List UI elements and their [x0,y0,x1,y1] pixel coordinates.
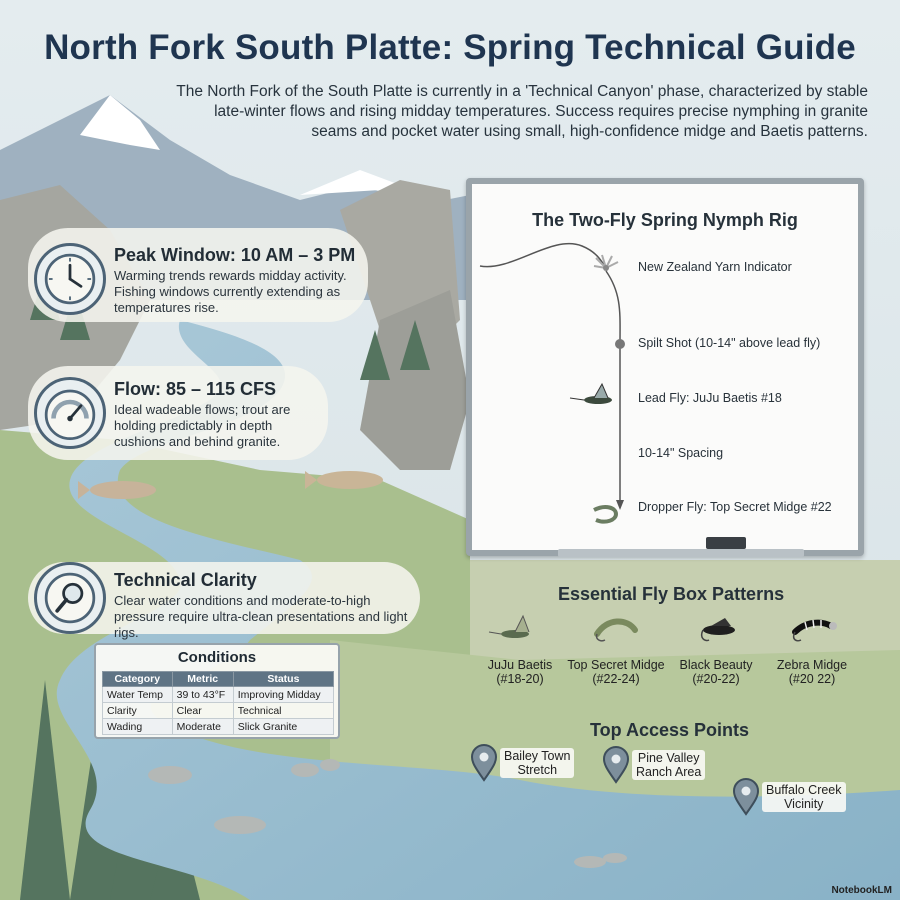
flybox-title: Essential Fly Box Patterns [558,584,785,604]
rig-label-spacing: 10-14" Spacing [638,446,724,460]
rig-label-indicator: New Zealand Yarn Indicator [638,260,792,274]
rig-label-lead-fly: Lead Fly: JuJu Baetis #18 [638,391,782,405]
rig-title: The Two-Fly Spring Nymph Rig [532,210,798,230]
page-title: North Fork South Platte: Spring Technical Guide [44,28,856,67]
split-shot-icon [615,339,625,349]
clock-icon [34,243,106,315]
rig-diagram [472,184,858,550]
fly-top-secret-midge: Top Secret Midge (#22-24) [566,612,666,686]
magnifier-icon [34,562,106,634]
technical-clarity-title: Technical Clarity [114,570,257,590]
conditions-header: Metric [172,672,233,687]
conditions-header: Category [103,672,173,687]
access-point-buffalo-creek: Buffalo Creek Vicinity [732,778,846,816]
fly-zebra-midge: Zebra Midge (#20 22) [762,612,862,686]
map-pin-icon [470,744,498,782]
flow-title: Flow: 85 – 115 CFS [114,379,277,399]
peak-window-text: Warming trends rewards midday activity. Fishing windows currently extending as temperatures rise. [114,268,347,315]
top-secret-midge-icon [581,612,651,646]
notebooklm-logo: NotebookLM [831,885,892,896]
access-point-bailey: Bailey Town Stretch [470,744,574,782]
conditions-header: Status [233,672,333,687]
table-row: Wading Moderate Slick Granite [103,719,334,735]
flow-text: Ideal wadeable flows; trout are holding predictably in depth cushions and behind granite. [114,402,291,449]
access-title: Top Access Points [590,720,750,740]
rig-label-split-shot: Spilt Shot (10-14" above lead fly) [638,336,821,350]
fly-black-beauty: Black Beauty (#20-22) [666,612,766,686]
map-pin-icon [602,746,630,784]
conditions-table [102,671,334,735]
rig-label-dropper: Dropper Fly: Top Secret Midge #22 [638,500,832,514]
whiteboard-tray [558,549,804,557]
fly-juju-baetis: JuJu Baetis (#18-20) [470,612,570,686]
dropper-fly-icon [594,507,616,522]
nymph-rig-whiteboard [466,178,864,556]
intro-text: The North Fork of the South Platte is currently in a 'Technical Canyon' phase, characterized by stable late-winter flows and rising midday temperatures. Success requires precise nymphing in granite seams and pocket water using small, high-confidence midge and Baetis patterns. [176,83,868,140]
black-beauty-icon [681,612,751,646]
juju-baetis-icon [485,612,555,646]
map-pin-icon [732,778,760,816]
gauge-icon [34,377,106,449]
access-point-pine-valley: Pine Valley Ranch Area [602,746,705,784]
lead-fly-icon [570,384,612,404]
zebra-midge-icon [777,612,847,646]
eraser-icon [706,537,746,549]
technical-clarity-text: Clear water conditions and moderate-to-high pressure require ultra-clean presentations and light rigs. [114,593,408,640]
peak-window-title: Peak Window: 10 AM – 3 PM [114,245,356,265]
conditions-table-card [94,643,340,739]
table-row: Clarity Clear Technical [103,703,334,719]
conditions-title: Conditions [177,649,257,666]
table-row: Water Temp 39 to 43°F Improving Midday [103,687,334,703]
